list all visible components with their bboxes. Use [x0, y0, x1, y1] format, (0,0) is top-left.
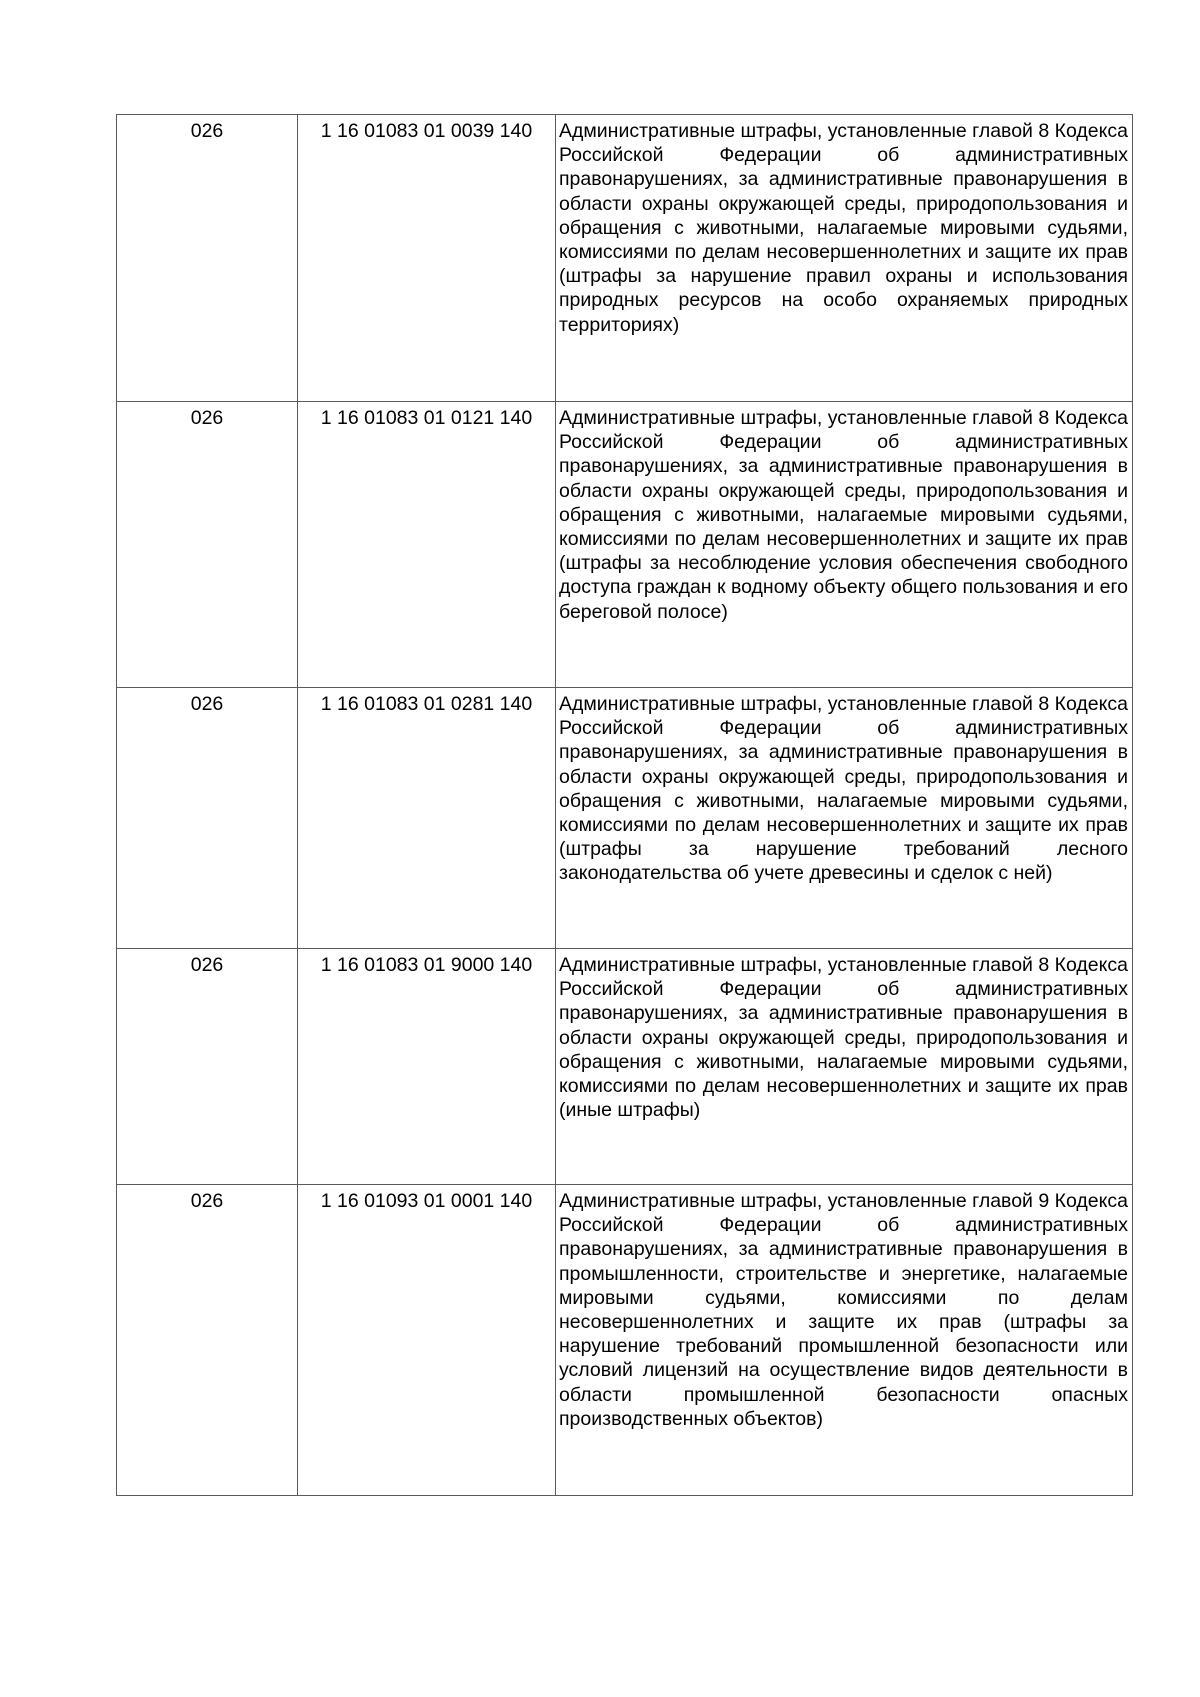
description-cell: Административные штрафы, установленные главой 8 Кодекса Российской Федерации об административных правонарушениях, за административные правонарушения в области охраны окружающей среды, природопользования и обращения с животными, налагаемые мировыми судьями, комиссиями по делам несовершеннолетних и защите их прав (штрафы за нарушение требований лесного законодательства об учете древесины и сделок с ней) — [556, 688, 1133, 949]
description-cell: Административные штрафы, установленные главой 8 Кодекса Российской Федерации об административных правонарушениях, за административные правонарушения в области охраны окружающей среды, природопользования и обращения с животными, налагаемые мировыми судьями, комиссиями по делам несовершеннолетних и защите их прав (штрафы за нарушение правил охраны и использования природных ресурсов на особо охраняемых природных территориях) — [556, 115, 1133, 402]
table-row — [117, 402, 1133, 688]
budget-classification-code-cell: 1 16 01083 01 0281 140 — [298, 688, 556, 949]
administrator-code-cell: 026 — [117, 949, 298, 1185]
table-row — [117, 115, 1133, 402]
description-cell: Административные штрафы, установленные главой 8 Кодекса Российской Федерации об административных правонарушениях, за административные правонарушения в области охраны окружающей среды, природопользования и обращения с животными, налагаемые мировыми судьями, комиссиями по делам несовершеннолетних и защите их прав (штрафы за несоблюдение условия обеспечения свободного доступа граждан к водному объекту общего пользования и его береговой полосе) — [556, 402, 1133, 688]
budget-classification-code-cell: 1 16 01083 01 0121 140 — [298, 402, 556, 688]
table-row — [117, 949, 1133, 1185]
budget-classification-code-cell: 1 16 01083 01 0039 140 — [298, 115, 556, 402]
administrator-code-cell: 026 — [117, 688, 298, 949]
table-row — [117, 1185, 1133, 1496]
description-cell: Административные штрафы, установленные главой 8 Кодекса Российской Федерации об административных правонарушениях, за административные правонарушения в области охраны окружающей среды, природопользования и обращения с животными, налагаемые мировыми судьями, комиссиями по делам несовершеннолетних и защите их прав (иные штрафы) — [556, 949, 1133, 1185]
administrator-code-cell: 026 — [117, 115, 298, 402]
administrator-code-cell: 026 — [117, 1185, 298, 1496]
table-row — [117, 688, 1133, 949]
description-cell: Административные штрафы, установленные главой 9 Кодекса Российской Федерации об административных правонарушениях, за административные правонарушения в промышленности, строительстве и энергетике, налагаемые мировыми судьями, комиссиями по делам несовершеннолетних и защите их прав (штрафы за нарушение требований промышленной безопасности или условий лицензий на осуществление видов деятельности в области промышленной безопасности опасных производственных объектов) — [556, 1185, 1133, 1496]
budget-codes-table — [116, 114, 1133, 1496]
budget-classification-code-cell: 1 16 01083 01 9000 140 — [298, 949, 556, 1185]
administrator-code-cell: 026 — [117, 402, 298, 688]
budget-classification-code-cell: 1 16 01093 01 0001 140 — [298, 1185, 556, 1496]
